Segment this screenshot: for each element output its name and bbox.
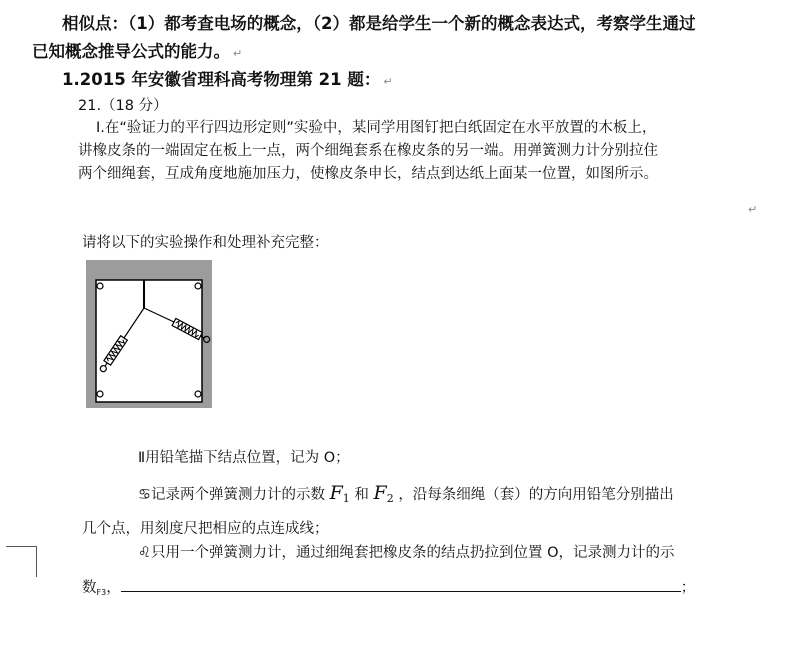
paragraph-mark: ↵ <box>383 75 393 88</box>
page-corner-mark <box>6 546 37 577</box>
force-f2-symbol: $F_2$ <box>373 482 394 505</box>
step-2-line-1 <box>138 482 674 505</box>
intro-line-1: Ⅰ.在“验证力的平行四边形定则”实验中，某同学用图钉把白纸固定在水平放置的木板上， <box>96 120 657 136</box>
step-2-and: 和 <box>354 487 369 503</box>
intro-line-2: 讲橡皮条的一端固定在板上一点，两个细绳套系在橡皮条的另一端。用弹簧测力计分别拉住 <box>78 143 658 159</box>
experiment-figure <box>86 260 212 408</box>
step-3-text: 数 <box>82 580 97 596</box>
paragraph-mark: ↵ <box>233 47 243 60</box>
step-2-text-b: ，沿每条细绳（套）的方向用铅笔分别描出 <box>398 487 674 503</box>
step-2-text-a: ♋记录两个弹簧测力计的示数 <box>138 487 325 503</box>
question-title: 1.2015 年安徽省理科高考物理第 21 题： ↵ <box>62 70 393 89</box>
force-f3-symbol: F3 <box>96 588 107 597</box>
step-3-line-1: ♌只用一个弹簧测力计，通过细绳套把橡皮条的结点扔拉到位置 O，记录测力计的示 <box>138 545 675 561</box>
step-3-line-2: 数$_{F3}$， ； <box>82 576 695 597</box>
step-2-line-2: 几个点，用刻度尺把相应的点连成线； <box>82 521 329 537</box>
paper-sheet <box>96 280 202 402</box>
step-3-end: ； <box>680 580 696 596</box>
similarity-line-2: 已知概念推导公式的能力。 ↵ <box>32 42 243 61</box>
step-1: Ⅱ用铅笔描下结点位置，记为 O； <box>138 450 350 466</box>
similarity-line-1: 相似点：（1）都考查电场的概念，（2）都是给学生一个新的概念表达式，考察学生通过 <box>62 14 696 33</box>
intro-line-3: 两个细绳套，互成角度地施加压力，使橡皮条申长，结点到达纸上面某一位置，如图所示。 <box>78 166 658 182</box>
instruction-text: 请将以下的实验操作和处理补充完整： <box>82 235 329 251</box>
answer-blank[interactable] <box>121 577 681 592</box>
question-number: 21.（18 分） <box>78 98 168 114</box>
paragraph-mark: ↵ <box>748 203 758 216</box>
force-f1-symbol: $F_1$ <box>329 482 350 505</box>
